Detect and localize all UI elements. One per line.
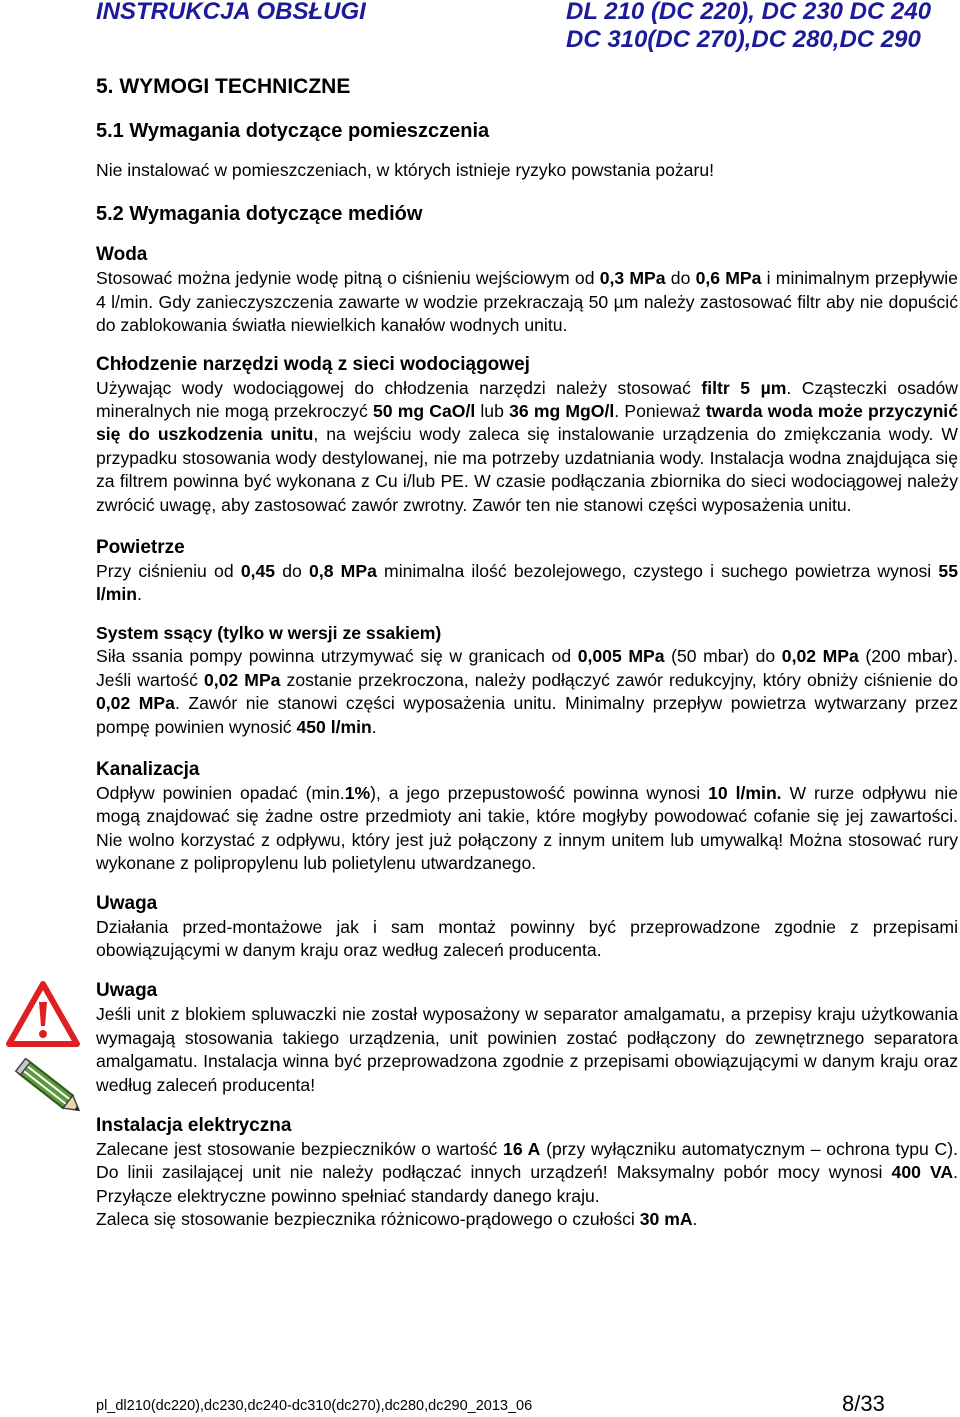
document-body bbox=[96, 72, 958, 1232]
chlodzenie-title: Chłodzenie narzędzi wodą z sieci wodociągowej bbox=[96, 353, 530, 375]
section-kanalizacja bbox=[96, 757, 958, 876]
header-models-line2: DC 310(DC 270),DC 280,DC 290 bbox=[566, 26, 921, 53]
header-title: INSTRUKCJA OBSŁUGI bbox=[96, 0, 366, 25]
subsection-5-1-text: Nie instalować w pomieszczeniach, w których istnieje ryzyko powstania pożaru! bbox=[96, 160, 714, 180]
powietrze-text: Przy ciśnieniu od 0,45 do 0,8 MPa minimalna ilość bezolejowego, czystego i suchego powietrza wynosi 55 l/min. bbox=[96, 561, 958, 605]
uwaga-2-title: Uwaga bbox=[96, 980, 158, 1002]
uwaga-2-text: Jeśli unit z blokiem spluwaczki nie został wyposażony w separator amalgamatu, a przepisy kraju użytkowania wymagają stosowania takiego urządzenia, unit powinien zostać podłączony do zewnętrznego separatora amalgamatu. Instalacja winna być przeprowadzona zgodnie z przepisami obowiązującymi w danym kraju oraz według zaleceń producenta! bbox=[96, 1004, 958, 1095]
section-title: 5. WYMOGI TECHNICZNE bbox=[96, 75, 351, 98]
uwaga-1-title: Uwaga bbox=[96, 892, 158, 914]
section-uwaga-1 bbox=[96, 891, 958, 963]
kanalizacja-text: Odpływ powinien opadać (min.1%), a jego przepustowość powinna wynosi 10 l/min. W rurze odpływu nie mogą znajdować się żadne ostre przedmioty ani takie, które mogłyby powodować cofanie się jej zawartości. Nie wolno korzystać z odpływu, który jest już połączony z innym unitem lub umywalką! Można stosować rury wykonane z polipropylenu lub polietylenu utwardzanego. bbox=[96, 782, 958, 874]
section-powietrze bbox=[96, 535, 958, 607]
ssacy-text: Siła ssania pompy powinna utrzymywać się w granicach od 0,005 MPa (50 mbar) do 0,02 MPa (200 mbar). Jeśli wartość 0,02 MPa zostanie przekroczona, należy podłączyć zawór redukcyjny, który obniży ciśnienie do 0,02 MPa. Zawór nie stanowi części wyposażenia unitu. Minimalny przepływ powietrza wytwarzany przez pompę powinien wynosić 450 l/min. bbox=[96, 646, 959, 737]
elektryczna-text: Zalecane jest stosowanie bezpieczników o wartość 16 A (przy wyłączniku automatycznym – ochrona typu C). Do linii zasilającej unit nie należy podłączać innych urządzeń! Maksymalny pobór mocy wynosi 400 VA. Przyłącze elektryczne powinno spełniać standardy danego kraju. bbox=[96, 1138, 959, 1206]
header-models bbox=[566, 0, 931, 54]
chlodzenie-text: Używając wody wodociągowej do chłodzenia narzędzi należy stosować filtr 5 µm. Cząsteczki osadów mineralnych nie mogą przekroczyć 50 mg CaO/l lub 36 mg MgO/l. Ponieważ twarda woda może przyczynić się do uszkodzenia unitu, na wejściu wody zaleca się instalowanie urządzenia do zmiękczania wody. W przypadku stosowania wody destylowanej, nie ma potrzeby uzdatniania wody. Instalacja wodna znajdująca się za filtrem powinna być wykonana z Cu i/lub PE. W czasie podłączania zbiornika do sieci wodociągowej należy zwrócić uwagę, aby zastosować zawór zwrotny. Zawór ten nie stanowi części wyposażenia unitu. bbox=[96, 377, 959, 515]
section-woda bbox=[96, 242, 958, 337]
ssacy-title: System ssący (tylko w wersji ze ssakiem) bbox=[96, 622, 442, 643]
elektryczna-title: Instalacja elektryczna bbox=[96, 1114, 292, 1136]
section-uwaga-2 bbox=[96, 978, 958, 1097]
subsection-5-2-title: 5.2 Wymagania dotyczące mediów bbox=[96, 203, 423, 226]
subsection-5-1-title: 5.1 Wymagania dotyczące pomieszczenia bbox=[96, 120, 490, 142]
header-models-line1: DL 210 (DC 220), DC 230 DC 240 bbox=[566, 0, 932, 25]
footer-page-number: 8/33 bbox=[842, 1391, 885, 1416]
section-elektryczna bbox=[96, 1113, 958, 1232]
uwaga-1-text: Działania przed-montażowe jak i sam montaż powinny być przeprowadzone zgodnie z przepisami obowiązującymi w danym kraju oraz według zaleceń producenta. bbox=[96, 916, 958, 960]
woda-title: Woda bbox=[96, 244, 148, 266]
woda-text: Stosować można jedynie wodę pitną o ciśnieniu wejściowym od 0,3 MPa do 0,6 MPa i minimalnym przepływie 4 l/min. Gdy zanieczyszczenia zawarte w wodzie przekraczają 50 µm należy zastosować filtr aby nie dopuścić do zablokowania światła niewielkich kanałów wodnych unitu. bbox=[96, 268, 958, 336]
kanalizacja-title: Kanalizacja bbox=[96, 758, 200, 780]
section-chlodzenie bbox=[96, 352, 958, 517]
pen-note-icon bbox=[10, 1054, 90, 1124]
powietrze-title: Powietrze bbox=[96, 537, 185, 559]
elektryczna-text-2: Zaleca się stosowanie bezpiecznika różnicowo-prądowego o czułości 30 mA. bbox=[96, 1209, 698, 1230]
footer-document-code: pl_dl210(dc220),dc230,dc240-dc310(dc270),dc280,dc290_2013_06 bbox=[96, 1398, 533, 1414]
warning-triangle-icon bbox=[6, 980, 80, 1048]
section-ssacy bbox=[96, 622, 958, 739]
